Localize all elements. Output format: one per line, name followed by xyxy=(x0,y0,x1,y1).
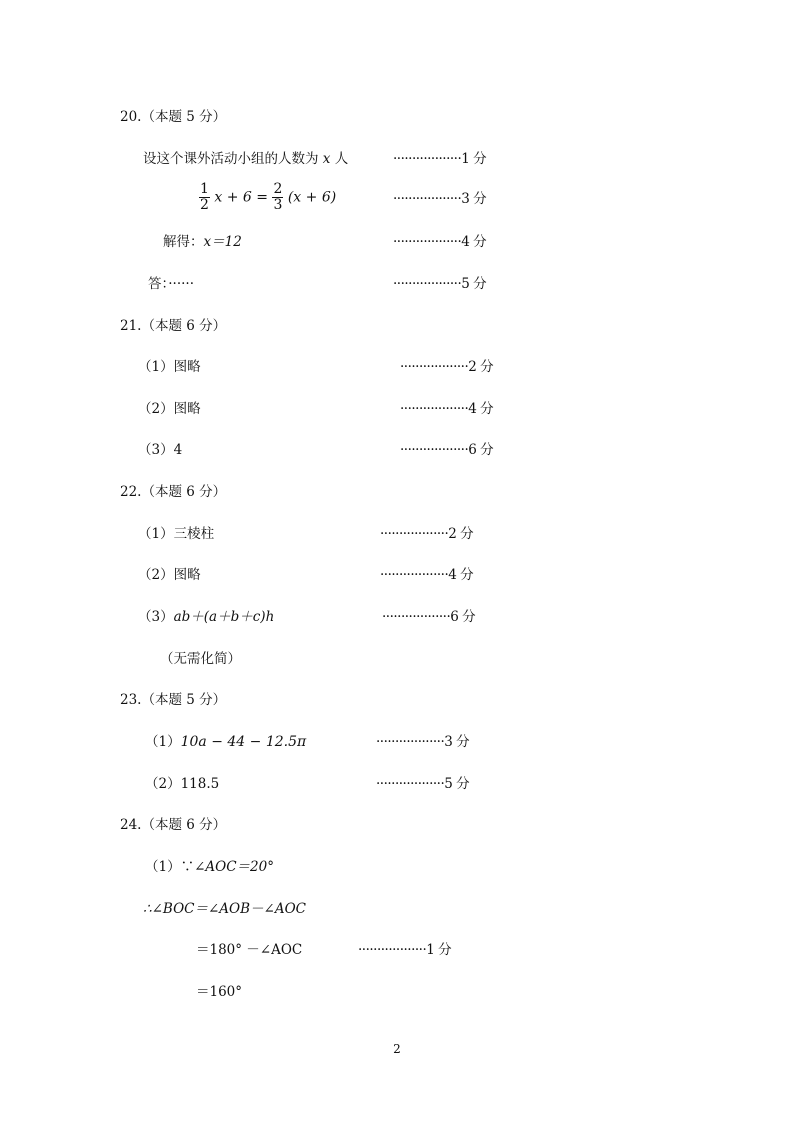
q20-fraction-two-thirds-denominator: 3 xyxy=(273,197,283,213)
q22-answer-3 xyxy=(138,608,274,626)
q22-header: 22.（本题 6 分） xyxy=(120,484,227,500)
q21-answer-1: （1）图略 xyxy=(138,359,201,375)
q24-line-2: ∴∠BOC＝∠AOB－∠AOC xyxy=(143,901,306,917)
q23-mark-1: ··················3 分 xyxy=(376,734,470,750)
q22-answer-3-prefix: （3） xyxy=(138,609,174,625)
q22-mark-3: ··················6 分 xyxy=(382,609,476,625)
page-number: 2 xyxy=(393,1042,401,1056)
q20-equation-middle: x + 6 = xyxy=(214,189,268,206)
q20-fraction-two-thirds xyxy=(272,182,283,213)
q24-line-3: ＝180° －∠AOC xyxy=(196,942,303,958)
q21-answer-3: （3）4 xyxy=(138,442,183,458)
q20-header: 20.（本题 5 分） xyxy=(120,109,227,125)
q20-mark-2: ··················3 分 xyxy=(393,191,487,207)
q23-answer-1-prefix: （1） xyxy=(145,734,181,750)
q24-line-1-expression: ∠AOC＝20° xyxy=(194,859,274,875)
q20-fraction-two-thirds-numerator: 2 xyxy=(273,181,283,197)
q20-setup-variable: x xyxy=(322,151,331,167)
q24-line-1 xyxy=(145,858,274,876)
q22-answer-3-expression: ab＋(a＋b＋c)h xyxy=(173,609,275,625)
q20-equation-end: (x + 6) xyxy=(287,189,337,206)
q22-note: （无需化简） xyxy=(160,651,241,667)
q20-fraction-half xyxy=(199,182,210,213)
q21-mark-1: ··················2 分 xyxy=(400,359,494,375)
q20-mark-3: ··················4 分 xyxy=(393,234,487,250)
q20-fraction-half-denominator: 2 xyxy=(200,197,209,213)
q20-equation xyxy=(199,182,336,213)
q20-mark-4: ··················5 分 xyxy=(393,276,487,292)
q21-header: 21.（本题 6 分） xyxy=(120,318,227,334)
q20-mark-1: ··················1 分 xyxy=(393,151,487,167)
q21-mark-2: ··················4 分 xyxy=(400,401,494,417)
q24-header: 24.（本题 6 分） xyxy=(120,817,227,833)
q23-header: 23.（本题 5 分） xyxy=(120,692,227,708)
q20-solution-value: x＝12 xyxy=(203,234,242,250)
q20-solution xyxy=(163,233,242,251)
q21-mark-3: ··················6 分 xyxy=(400,442,494,458)
q20-setup-line xyxy=(143,150,348,168)
q20-setup-end: 人 xyxy=(334,151,349,167)
q22-answer-2: （2）图略 xyxy=(138,567,201,583)
q23-answer-2: （2）118.5 xyxy=(145,776,220,792)
q22-mark-2: ··················4 分 xyxy=(380,567,474,583)
q22-mark-1: ··················2 分 xyxy=(380,526,474,542)
q24-line-1-prefix: （1）∵ xyxy=(145,859,195,875)
q20-answer: 答：······ xyxy=(148,276,194,292)
q23-answer-1-expression: 10a − 44 − 12.5π xyxy=(180,734,307,750)
q24-mark-1: ··················1 分 xyxy=(358,942,452,958)
q20-setup-text: 设这个课外活动小组的人数为 xyxy=(143,151,319,167)
q21-answer-2: （2）图略 xyxy=(138,401,201,417)
q23-answer-1 xyxy=(145,733,306,751)
q20-fraction-half-numerator: 1 xyxy=(200,181,209,197)
q20-solution-label: 解得： xyxy=(163,234,204,250)
q24-line-4: ＝160° xyxy=(196,984,243,1000)
q22-answer-1: （1）三棱柱 xyxy=(138,526,215,542)
q23-mark-2: ··················5 分 xyxy=(376,776,470,792)
